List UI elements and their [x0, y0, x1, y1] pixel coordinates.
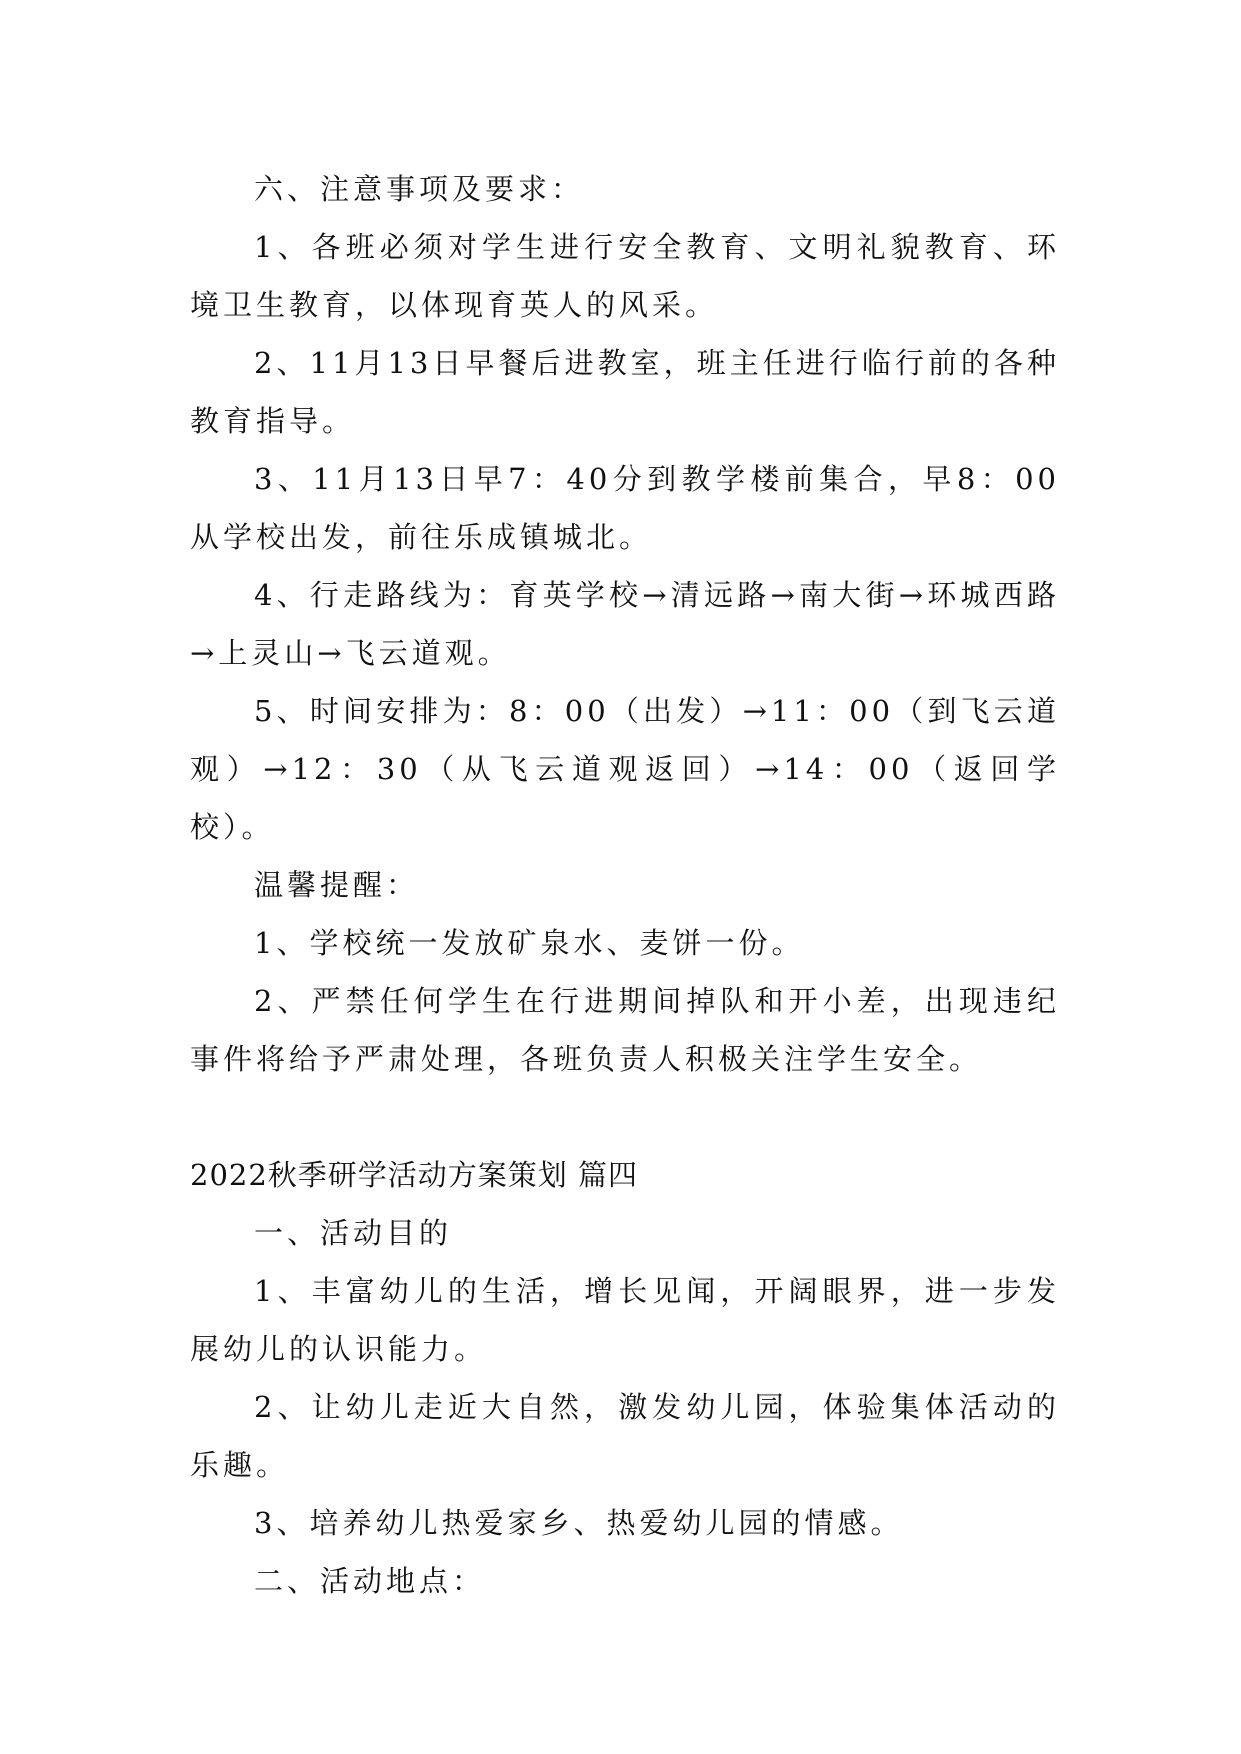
reminder-item: 1、学校统一发放矿泉水、麦饼一份。: [254, 926, 805, 960]
goal-item: 3、培养幼儿热爱家乡、热爱幼儿园的情感。: [254, 1506, 904, 1540]
notes-heading: 六、注意事项及要求：: [254, 172, 585, 206]
note-item: 5、时间安排为：8：00（出发）→11：00（到飞云道观）→12：30（从飞云道观返回）→14：00（返回学校）。: [190, 694, 1060, 844]
goal-item: 1、丰富幼儿的生活，增长见闻，开阔眼界，进一步发展幼儿的认识能力。: [190, 1274, 1060, 1366]
section-title: 2022秋季研学活动方案策划 篇四: [190, 1158, 639, 1192]
note-item: 4、行走路线为：育英学校→清远路→南大街→环城西路→上灵山→飞云道观。: [190, 578, 1060, 670]
reminder-heading: 温馨提醒：: [254, 868, 420, 902]
note-item: 1、各班必须对学生进行安全教育、文明礼貌教育、环境卫生教育，以体现育英人的风采。: [190, 230, 1060, 322]
note-item: 3、11月13日早7：40分到教学楼前集合，早8：00从学校出发，前往乐成镇城北。: [190, 462, 1060, 554]
reminder-item: 2、严禁任何学生在行进期间掉队和开小差，出现违纪事件将给予严肃处理，各班负责人积极关注学生安全。: [190, 984, 1060, 1076]
document-body: [190, 160, 1060, 1610]
goal-heading: 一、活动目的: [254, 1216, 453, 1250]
note-item: 2、11月13日早餐后进教室，班主任进行临行前的各种教育指导。: [190, 346, 1060, 438]
location-heading: 二、活动地点：: [254, 1564, 486, 1598]
goal-item: 2、让幼儿走近大自然，激发幼儿园，体验集体活动的乐趣。: [190, 1390, 1060, 1482]
section-spacer: [190, 1088, 1060, 1146]
